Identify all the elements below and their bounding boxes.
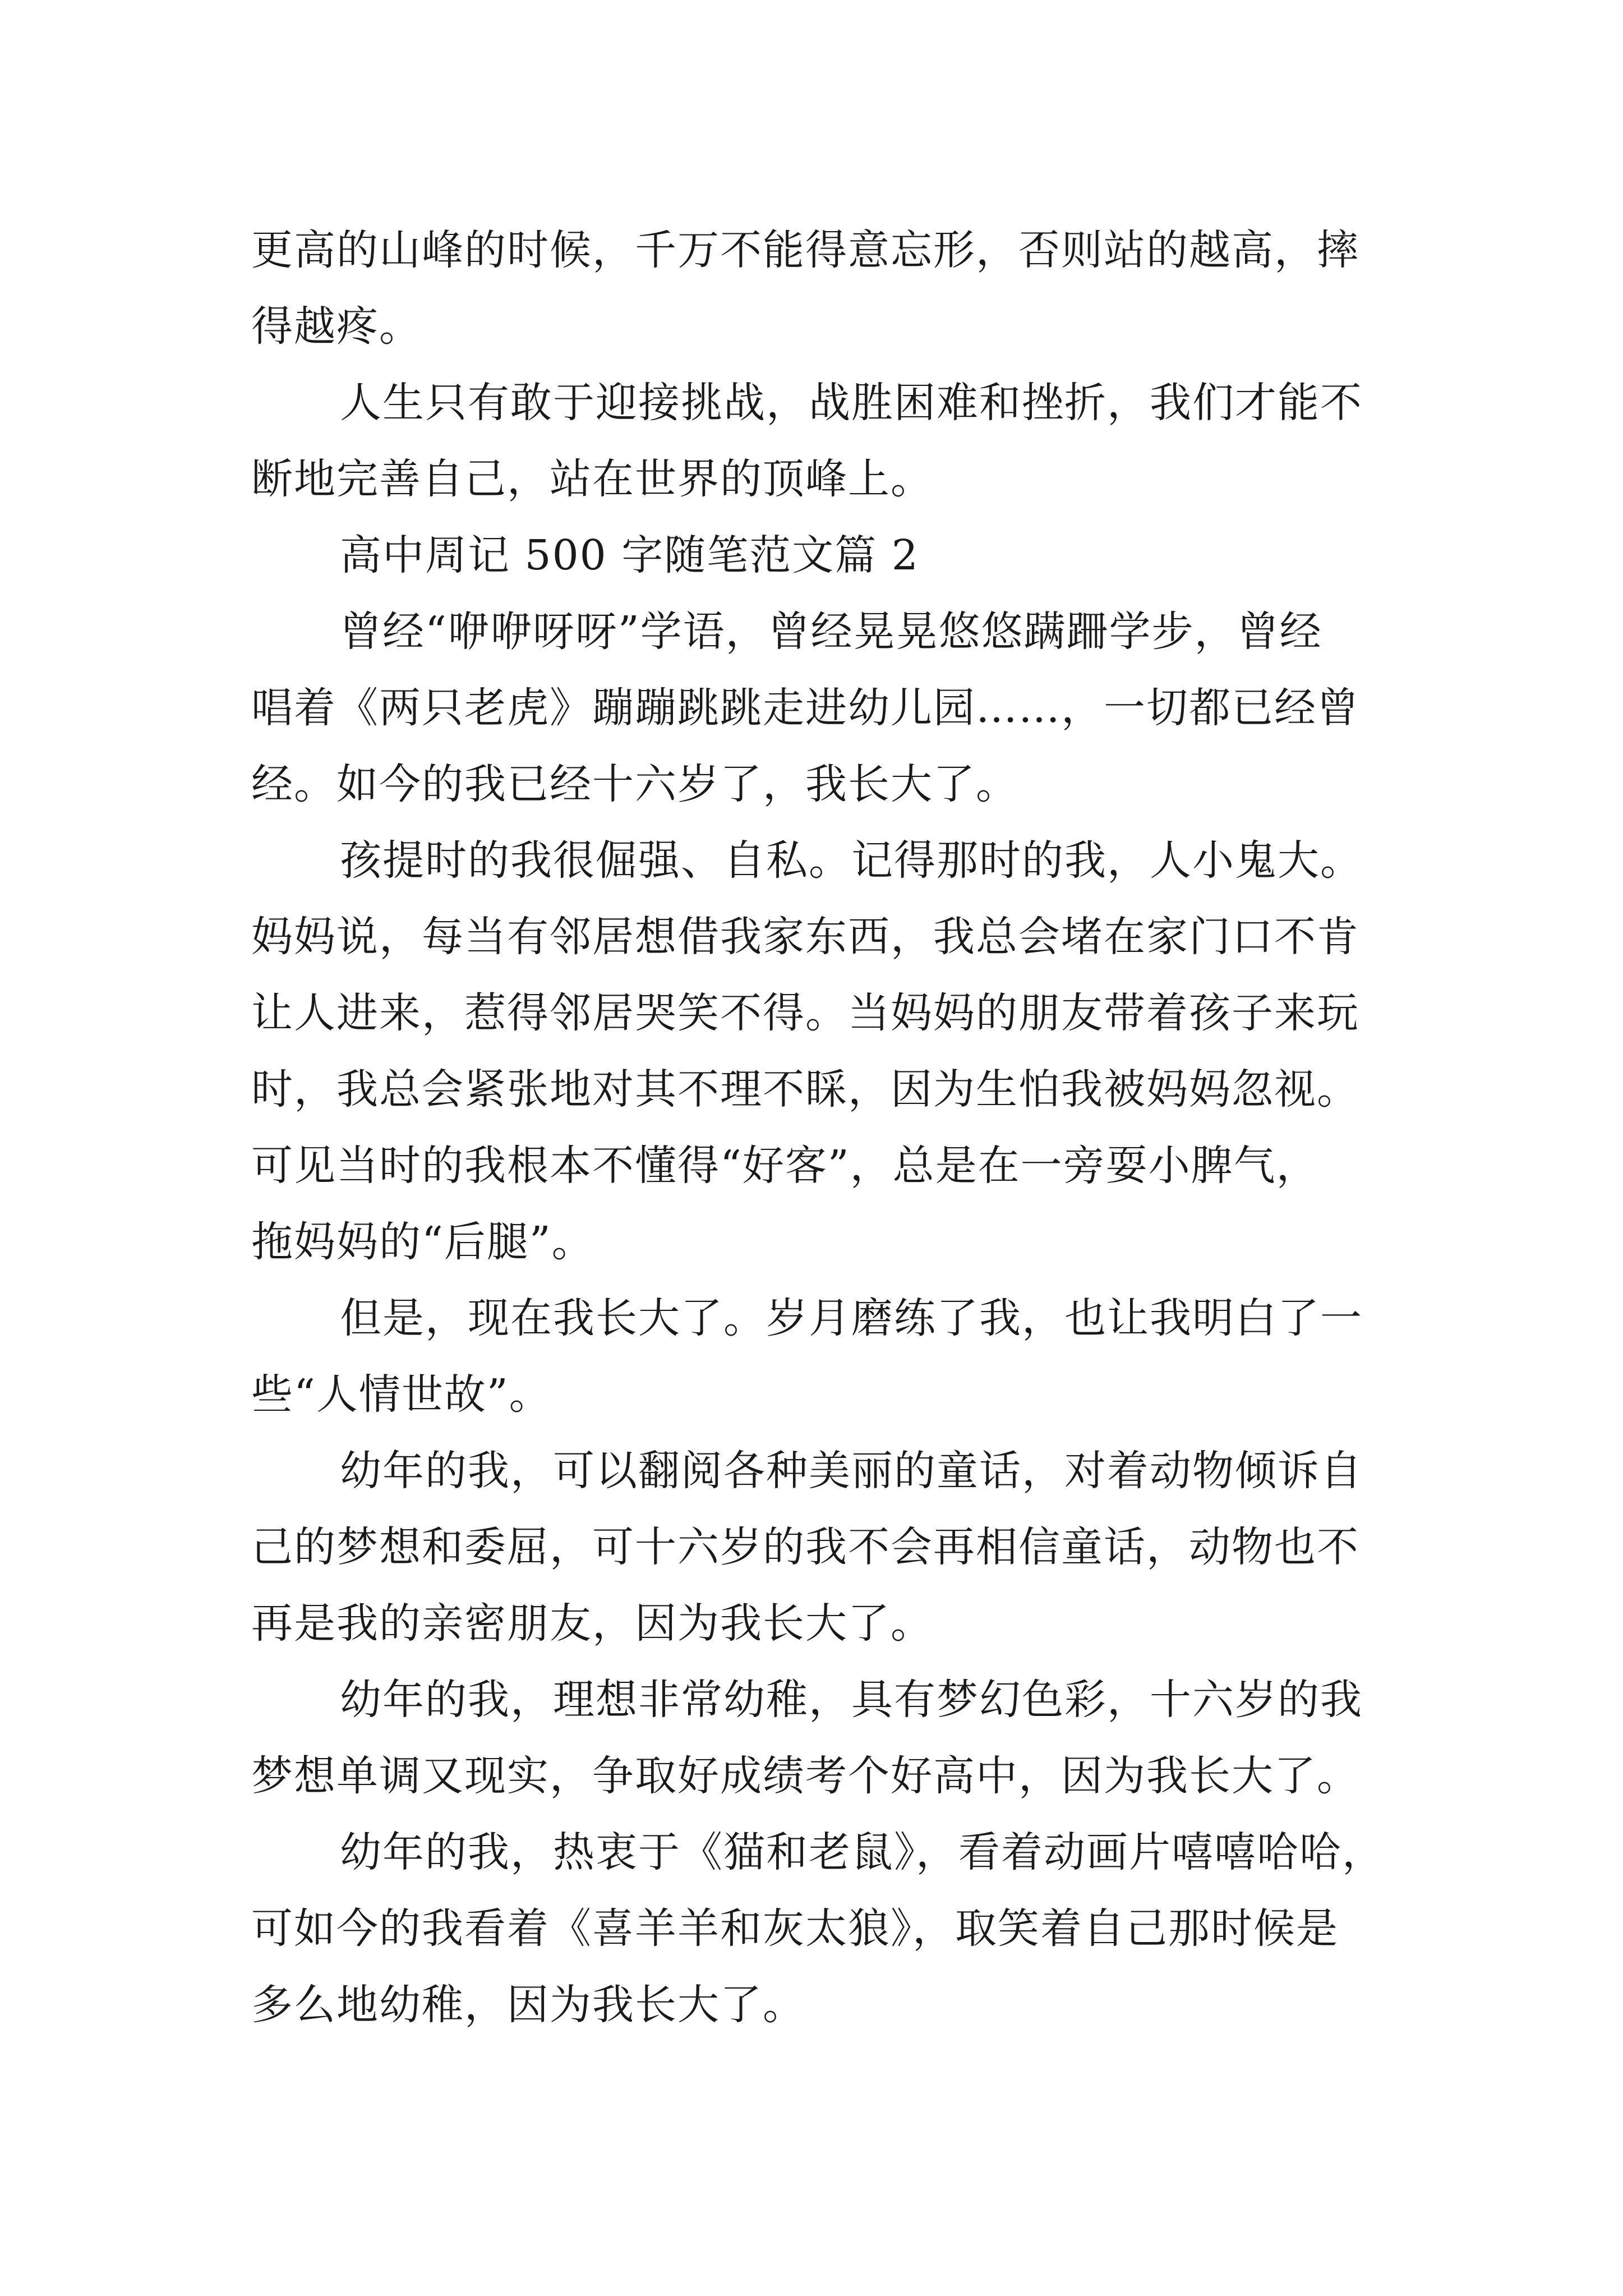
paragraph-7	[251, 1662, 1395, 1814]
text-line: 曾经“咿咿呀呀”学语，曾经晃晃悠悠蹒跚学步，曾经	[340, 608, 1322, 656]
paragraph-4	[251, 822, 1395, 1280]
text-line: 拖妈妈的“后腿”。	[251, 1218, 594, 1266]
text-line: 孩提时的我很倔强、自私。记得那时的我，人小鬼大。	[340, 836, 1363, 885]
text-line: 些“人情世故”。	[251, 1370, 552, 1419]
text-line: 幼年的我，可以翻阅各种美丽的童话，对着动物倾诉自	[340, 1447, 1363, 1495]
paragraph-6	[251, 1433, 1395, 1662]
paragraph-2	[251, 365, 1395, 517]
text-line: 人生只有敢于迎接挑战，战胜困难和挫折，我们才能不	[340, 379, 1363, 427]
paragraph-1	[251, 212, 1395, 365]
text-line: 多么地幼稚，因为我长大了。	[251, 1981, 805, 2029]
section-heading	[251, 517, 1395, 593]
text-line: 但是，现在我长大了。岁月磨练了我，也让我明白了一	[340, 1294, 1363, 1342]
text-line: 得越疼。	[251, 302, 422, 351]
text-line: 再是我的亲密朋友，因为我长大了。	[251, 1599, 933, 1648]
text-line: 唱着《两只老虎》蹦蹦跳跳走进幼儿园……，一切都已经曾	[251, 684, 1359, 732]
text-line: 妈妈说，每当有邻居想借我家东西，我总会堵在家门口不肯	[251, 913, 1359, 961]
text-line: 幼年的我，理想非常幼稚，具有梦幻色彩，十六岁的我	[340, 1676, 1363, 1724]
text-line: 让人进来，惹得邻居哭笑不得。当妈妈的朋友带着孩子来玩	[251, 989, 1359, 1037]
text-line: 可如今的我看着《喜羊羊和灰太狼》，取笑着自己那时候是	[251, 1904, 1339, 1953]
text-line: 可见当时的我根本不懂得“好客”，总是在一旁耍小脾气，	[251, 1142, 1319, 1190]
text-line: 己的梦想和委屈，可十六岁的我不会再相信童话，动物也不	[251, 1523, 1359, 1571]
text-line: 断地完善自己，站在世界的顶峰上。	[251, 455, 933, 503]
paragraph-8	[251, 1814, 1395, 2043]
text-line: 更高的山峰的时候，千万不能得意忘形，否则站的越高，摔	[251, 226, 1359, 274]
paragraph-3	[251, 593, 1395, 822]
paragraph-5	[251, 1280, 1395, 1433]
text-line: 幼年的我，热衷于《猫和老鼠》，看着动画片嘻嘻哈哈，	[340, 1828, 1385, 1876]
heading-text: 高中周记 500 字随笔范文篇 2	[340, 531, 919, 579]
text-line: 梦想单调又现实，争取好成绩考个好高中，因为我长大了。	[251, 1752, 1359, 1800]
document-body	[251, 212, 1395, 2043]
text-line: 经。如今的我已经十六岁了，我长大了。	[251, 760, 1018, 808]
text-line: 时，我总会紧张地对其不理不睬，因为生怕我被妈妈忽视。	[251, 1065, 1359, 1114]
